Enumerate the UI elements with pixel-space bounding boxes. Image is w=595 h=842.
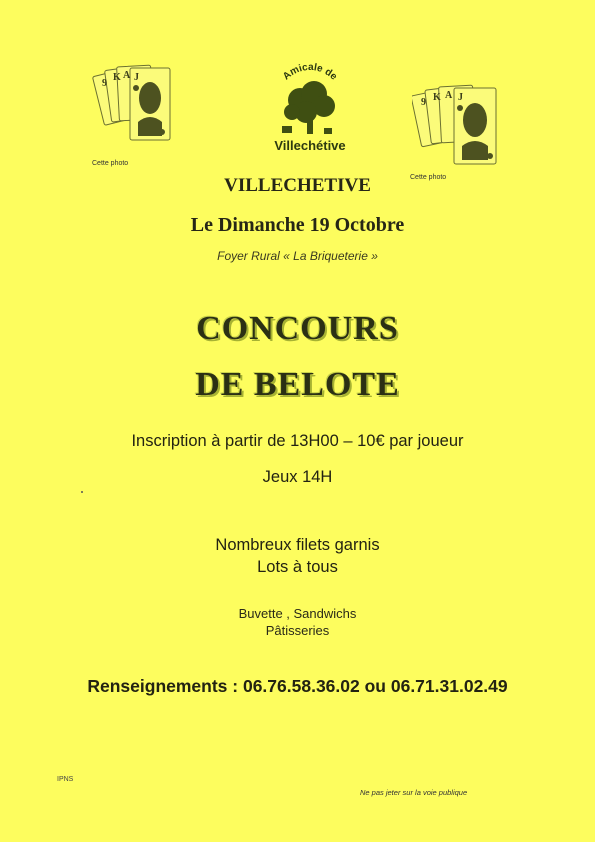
svg-text:A: A (123, 70, 131, 81)
contact-info: Renseignements : 06.76.58.36.02 ou 06.71.31.02.49 (87, 676, 508, 696)
playing-cards-left-image (92, 62, 184, 148)
svg-text:K: K (113, 72, 121, 83)
registration-info: Inscription à partir de 13H00 – 10€ par joueur (131, 432, 464, 450)
amicale-logo (262, 58, 358, 160)
title-line-1: CONCOURS (196, 310, 399, 347)
event-date: Le Dimanche 19 Octobre (190, 214, 405, 236)
event-town: VILLECHETIVE (224, 175, 371, 196)
svg-text:9: 9 (421, 97, 426, 108)
svg-text:J: J (458, 92, 463, 103)
logo-top-text: Amicale de (281, 61, 340, 83)
photo-caption-right: Cette photo (410, 174, 447, 181)
svg-text:J: J (134, 72, 139, 83)
prizes-line-2: Lots à tous (257, 558, 338, 576)
refreshments-line-1: Buvette , Sandwichs (238, 606, 357, 621)
litter-notice: Ne pas jeter sur la voie publique (360, 788, 468, 797)
playing-cards-right-image (412, 80, 508, 170)
print-speck (81, 491, 83, 493)
ipns-label: IPNS (57, 776, 74, 783)
prizes-line-1: Nombreux filets garnis (215, 536, 380, 554)
photo-caption-left: Cette photo (92, 160, 129, 167)
svg-text:K: K (433, 92, 441, 103)
svg-text:9: 9 (102, 78, 107, 89)
logo-bottom-text: Villechétive (274, 138, 346, 153)
event-venue: Foyer Rural « La Briqueterie » (217, 249, 378, 263)
games-time: Jeux 14H (262, 468, 333, 486)
title-line-2: DE BELOTE (195, 366, 400, 403)
svg-text:Amicale de (281, 62, 339, 83)
refreshments-line-2: Pâtisseries (265, 623, 330, 638)
svg-text:A: A (445, 90, 453, 101)
